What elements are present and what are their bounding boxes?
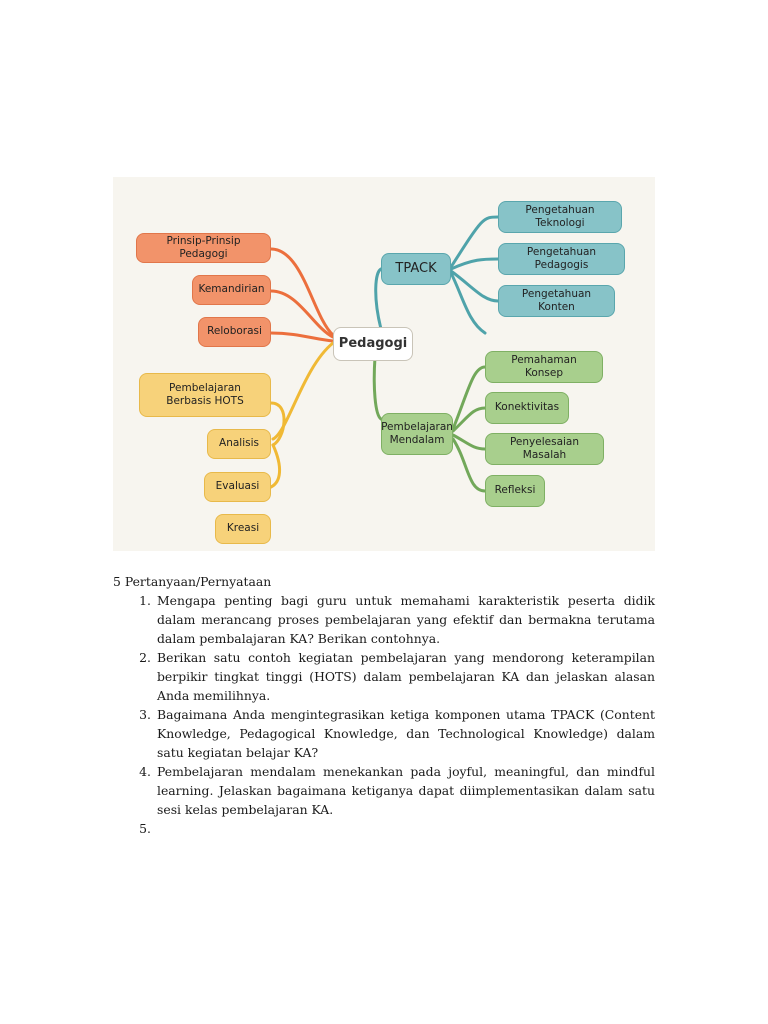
node-reloborasi: Reloborasi: [198, 317, 271, 347]
questions-section: [113, 572, 655, 838]
node-tpack: TPACK: [381, 253, 451, 285]
question-number: 3.: [139, 707, 151, 722]
node-pengetahuan-teknologi: Pengetahuan Teknologi: [498, 201, 622, 233]
questions-list: [113, 591, 655, 838]
node-evaluasi: Evaluasi: [204, 472, 271, 502]
node-kreasi: Kreasi: [215, 514, 271, 544]
node-analisis: Analisis: [207, 429, 271, 459]
node-pemahaman-konsep: Pemahaman Konsep: [485, 351, 603, 383]
node-prinsip-pedagogi: Prinsip-Prinsip Pedagogi: [136, 233, 271, 263]
questions-heading: 5 Pertanyaan/Pernyataan: [113, 574, 272, 589]
question-item: [113, 591, 655, 648]
question-text: Pembelajaran mendalam menekankan pada joyful, meaningful, dan mindful learning. Jelaskan bagaimana ketiganya dapat diimplementasikan dalam satu sesi kelas pembelajaran KA.: [157, 764, 655, 817]
question-item: [113, 648, 655, 705]
question-item: [113, 819, 655, 838]
question-text: Bagaimana Anda mengintegrasikan ketiga komponen utama TPACK (Content Knowledge, Pedagogical Knowledge, dan Technological Knowledge) dalam satu kegiatan belajar KA?: [157, 707, 655, 760]
question-text: Berikan satu contoh kegiatan pembelajaran yang mendorong keterampilan berpikir tingkat tinggi (HOTS) dalam pembelajaran KA dan jelaskan alasan Anda memilihnya.: [157, 650, 655, 703]
node-hots: Pembelajaran Berbasis HOTS: [139, 373, 271, 417]
question-text: Mengapa penting bagi guru untuk memahami karakteristik peserta didik dalam merancang proses pembelajaran yang efektif dan bermakna terutama dalam pembalajaran KA? Berikan contohnya.: [157, 593, 655, 646]
node-pengetahuan-konten: Pengetahuan Konten: [498, 285, 615, 317]
node-pengetahuan-pedagogis: Pengetahuan Pedagogis: [498, 243, 625, 275]
node-kemandirian: Kemandirian: [192, 275, 271, 305]
mindmap-image: [113, 177, 655, 551]
question-item: [113, 705, 655, 762]
question-number: 2.: [139, 650, 151, 665]
node-konektivitas: Konektivitas: [485, 392, 569, 424]
question-number: 1.: [139, 593, 151, 608]
question-item: [113, 762, 655, 819]
node-penyelesaian-masalah: Penyelesaian Masalah: [485, 433, 604, 465]
question-text: [157, 819, 655, 838]
node-pembelajaran-mendalam: Pembelajaran Mendalam: [381, 413, 453, 455]
center-node-pedagogi: Pedagogi: [333, 327, 413, 361]
question-number: 4.: [139, 764, 151, 779]
node-refleksi: Refleksi: [485, 475, 545, 507]
question-number: 5.: [139, 821, 151, 836]
